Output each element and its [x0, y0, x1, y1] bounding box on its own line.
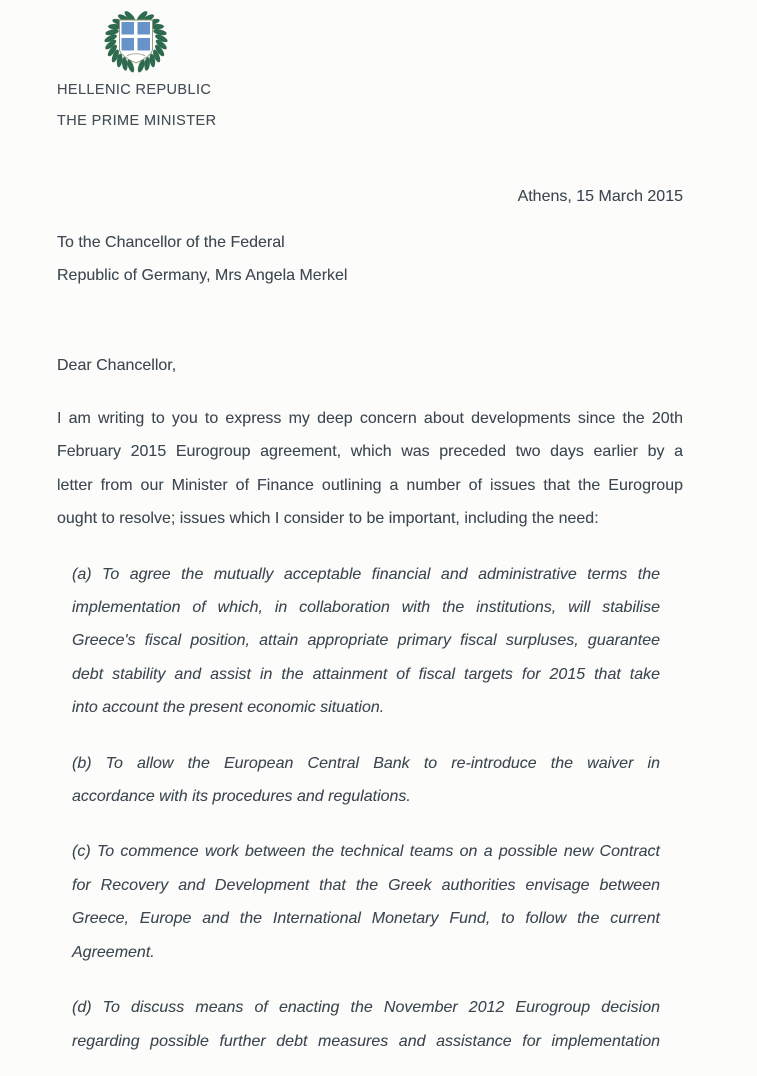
letter-line: implementation of which, in collaboration with the institutions, will stabilise — [72, 599, 660, 617]
letter-line: accordance with its procedures and regulations. — [72, 788, 411, 806]
letterhead-org: HELLENIC REPUBLIC — [57, 82, 212, 98]
dateline: Athens, 15 March 2015 — [517, 188, 683, 205]
letter-body — [57, 402, 683, 1058]
salutation: Dear Chancellor, — [57, 357, 177, 374]
letter-line: I am writing to you to express my deep concern about developments since the 20th — [57, 410, 683, 427]
recipient-block — [57, 226, 683, 293]
letter-line: (b) To allow the European Central Bank to re-introduce the waiver in — [72, 754, 660, 772]
letter-line: ought to resolve; issues which I consider to be important, including the need: — [57, 510, 599, 528]
letter-line: regarding possible further debt measures and assistance for implementation — [72, 1032, 660, 1050]
letter-line: (d) To discuss means of enacting the November 2012 Eurogroup decision — [72, 999, 660, 1017]
paragraph — [57, 402, 683, 536]
greek-coat-of-arms-icon — [98, 8, 174, 74]
paragraph — [72, 558, 660, 725]
letter-line: Agreement. — [72, 943, 155, 961]
letter-line: (a) To agree the mutually acceptable financial and administrative terms the — [72, 565, 660, 583]
paragraph — [72, 747, 660, 814]
letter-line: letter from our Minister of Finance outlining a number of issues that the Eurogroup — [57, 476, 683, 494]
recipient-line-2: Republic of Germany, Mrs Angela Merkel — [57, 267, 348, 285]
paragraph — [72, 835, 660, 969]
letter-line: Greece's fiscal position, attain appropriate primary fiscal surpluses, guarantee — [72, 632, 660, 650]
letter-line: February 2015 Eurogroup agreement, which was preceded two days earlier by a — [57, 443, 683, 461]
letter-line: into account the present economic situation. — [72, 699, 385, 717]
letter-line: Greece, Europe and the International Monetary Fund, to follow the current — [72, 910, 660, 928]
letter-line: for Recovery and Development that the Greek authorities envisage between — [72, 876, 660, 894]
paragraph — [72, 991, 660, 1058]
recipient-line-1: To the Chancellor of the Federal — [57, 234, 285, 251]
letterhead-office: THE PRIME MINISTER — [57, 113, 217, 129]
letter-line: (c) To commence work between the technical teams on a possible new Contract — [72, 843, 660, 861]
letter-line: debt stability and assist in the attainment of fiscal targets for 2015 that take — [72, 665, 660, 683]
